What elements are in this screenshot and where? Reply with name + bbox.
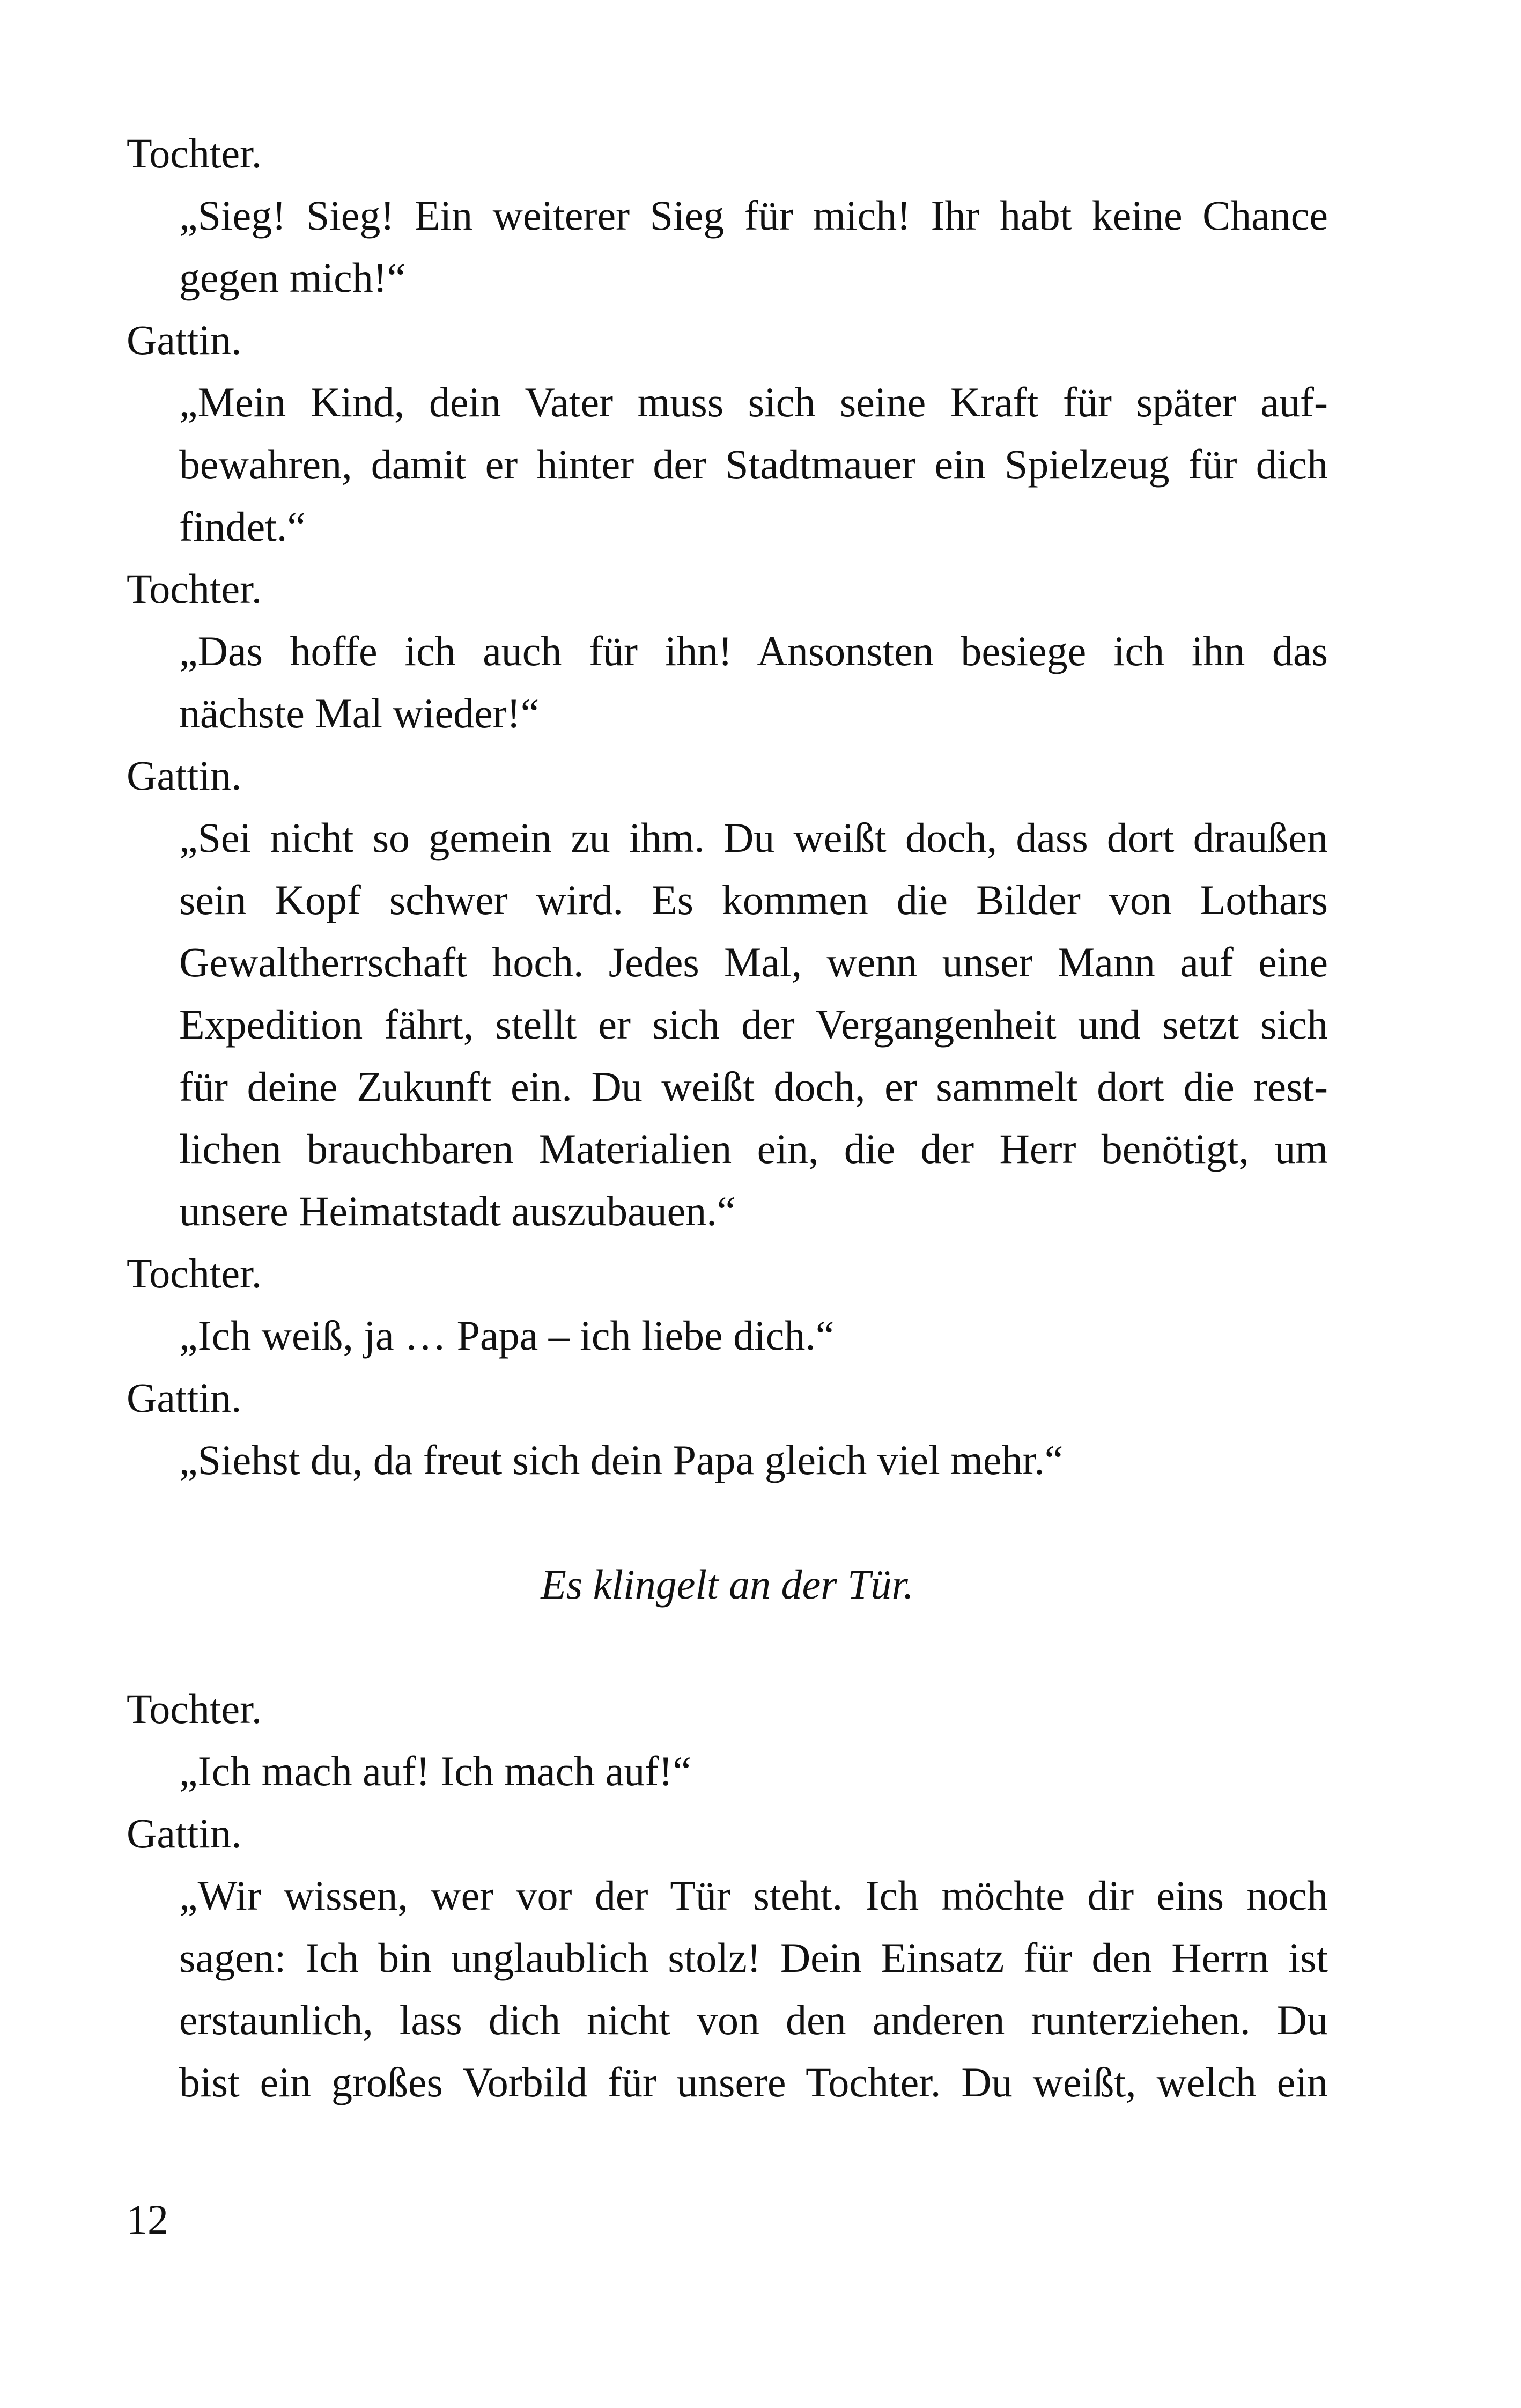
dialogue-line: „Das hoffe ich auch für ihn! Ansonsten besiege ich ihn das [179, 628, 1328, 674]
speaker-label: Tochter. [127, 1685, 262, 1732]
dialogue-line: „Ich weiß, ja … Papa – ich liebe dich.“ [179, 1312, 835, 1359]
dialogue-line: sein Kopf schwer wird. Es kommen die Bilder von Lothars [179, 877, 1328, 923]
speaker-label: Gattin. [127, 1374, 242, 1421]
dialogue-line: erstaunlich, lass dich nicht von den anderen runterziehen. Du [179, 1997, 1328, 2043]
speaker-label: Tochter. [127, 130, 262, 176]
stage-direction: Es klingelt an der Tür. [541, 1561, 914, 1608]
dialogue-line: „Mein Kind, dein Vater muss sich seine Kraft für später auf- [179, 379, 1328, 425]
dialogue-line: bewahren, damit er hinter der Stadtmauer ein Spielzeug für dich [179, 441, 1328, 488]
dialogue-line: „Sei nicht so gemein zu ihm. Du weißt doch, dass dort draußen [179, 814, 1328, 861]
dialogue-line: gegen mich!“ [179, 254, 406, 301]
dialogue-line: „Siehst du, da freut sich dein Papa gleich viel mehr.“ [179, 1437, 1064, 1483]
dialogue-line: nächste Mal wieder!“ [179, 690, 540, 737]
speaker-label: Gattin. [127, 752, 242, 799]
dialogue-line: Expedition fährt, stellt er sich der Vergangenheit und setzt sich [179, 1001, 1328, 1048]
speaker-label: Tochter. [127, 1250, 262, 1297]
dialogue-line: „Ich mach auf! Ich mach auf!“ [179, 1748, 691, 1794]
dialogue-line: lichen brauchbaren Materialien ein, die der Herr benötigt, um [179, 1125, 1328, 1172]
speaker-label: Tochter. [127, 565, 262, 612]
script-text [127, 122, 1328, 2114]
dialogue-line: sagen: Ich bin unglaublich stolz! Dein Einsatz für den Herrn ist [179, 1934, 1328, 1981]
dialogue-line: „Sieg! Sieg! Ein weiterer Sieg für mich! Ihr habt keine Chance [179, 192, 1328, 239]
dialogue-line: findet.“ [179, 503, 306, 550]
speaker-label: Gattin. [127, 316, 242, 363]
dialogue-line: für deine Zukunft ein. Du weißt doch, er sammelt dort die rest- [179, 1063, 1328, 1110]
dialogue-line: Gewaltherrschaft hoch. Jedes Mal, wenn unser Mann auf eine [179, 939, 1328, 985]
page-number: 12 [127, 2196, 168, 2243]
blank-line [127, 1491, 1328, 1553]
speaker-label: Gattin. [127, 1810, 242, 1857]
dialogue-line: unsere Heimatstadt auszubauen.“ [179, 1188, 736, 1234]
dialogue-line: bist ein großes Vorbild für unsere Tochter. Du weißt, welch ein [179, 2059, 1328, 2105]
blank-line [127, 1616, 1328, 1678]
dialogue-line: „Wir wissen, wer vor der Tür steht. Ich möchte dir eins noch [179, 1872, 1328, 1919]
